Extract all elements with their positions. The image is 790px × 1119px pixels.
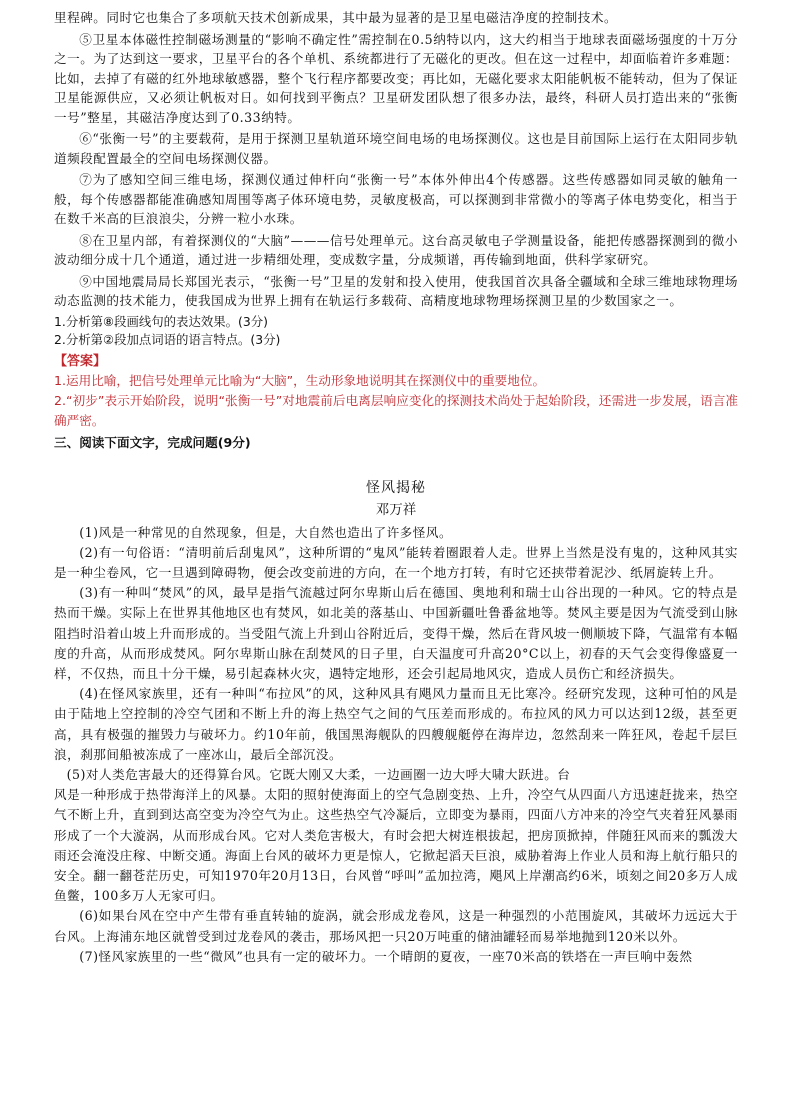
article-paragraph-5-body: 风是一种形成于热带海洋上的风暴。太阳的照射使海面上的空气急剧变热、上升，冷空气从四面八方迅速赶拢来，热空气不断上升，直到到达高空变为冷空气为止。这些热空气冷凝后，立即变为暴雨，四面八方冲来的冷空气夹着狂风暴雨形成了一个大漩涡，从而形成台风。它对人类危害极大，有时会把大树连根拔起，把房顶掀掉，伴随狂风而来的瓢泼大雨还会淹没庄稼、中断交通。海面上台风的破坏力更是惊人，它掀起滔天巨浪，威胁着海上作业人员和海上航行船只的安全。翻一翻苍茫历史，可知1970年20月13日，台风曾“呼叫”孟加拉湾，飓风上岸潮高约6米，顷刻之间20多万人成鱼鳖，100多万人无家可归。 [54,787,738,904]
article-paragraph-2: (2)有一句俗语：“清明前后刮鬼风”，这种所谓的“鬼风”能转着圈跟着人走。世界上当然是没有鬼的，这种风其实是一种尘卷风，它一旦遇到障碍物，便会改变前进的方向，在一个地方打转，有时它还挟带着泥沙、纸屑旋转上升。 [54,544,738,580]
answer-1: 1.运用比喻，把信号处理单元比喻为“大脑”，生动形象地说明其在探测仪中的重要地位。 [54,372,546,388]
passage1-paragraph-6: ⑥“张衡一号”的主要载荷，是用于探测卫星轨道环境空间电场的电场探测仪。这也是目前国际上运行在太阳同步轨道频段配置最全的空间电场探测仪器。 [54,131,738,166]
passage1-paragraph-9: ⑨中国地震局局长郑国光表示，“张衡一号”卫星的发射和投入使用，使我国首次具备全疆域和全球三维地球物理场动态监测的技术能力，使我国成为世界上拥有在轨运行多载荷、高精度地球物理场探测卫星的少数国家之一。 [54,273,738,308]
article-paragraph-3: (3)有一种叫“焚风”的风，最早是指气流越过阿尔卑斯山后在德国、奥地利和瑞士山谷出现的一种风。它的特点是热而干燥。实际上在世界其他地区也有焚风，如北美的落基山、中国新疆吐鲁番盆地等。焚风主要是因为气流受到山脉阻挡时沿着山坡上升而形成的。当受阻气流上升到山谷附近后，变得干燥，然后在背风坡一侧顺坡下降，气温常有本幅度的升高，从而形成焚风。阿尔卑斯山脉在刮焚风的日子里，白天温度可升高20°C以上，初春的天气会变得像盛夏一样，不仅热，而且十分干燥，易引起森林火灾，遇特定地形，还会引起局地风灾，造成人员伤亡和经济损失。 [54,585,738,681]
passage1-paragraph-7: ⑦为了感知空间三维电场，探测仪通过伸杆向“张衡一号”本体外伸出4个传感器。这些传感器如同灵敏的触角一般，每个传感器都能准确感知周围等离子体环境电势，灵敏度极高，可以探测到非常微小的等离子体电势变化，相当于在数千米高的巨浪浪尖，分辨一粒小水珠。 [54,172,738,226]
passage1-paragraph-continued: 里程碑。同时它也集合了多项航天技术创新成果，其中最为显著的是卫星电磁洁净度的控制技术。 [54,10,618,25]
article-paragraph-5-start: (5)对人类危害最大的还得算台风。它既大刚又大柔，一边画圈一边大呼大啸大跃进。台 [66,766,571,782]
article-paragraph-6: (6)如果台风在空中产生带有垂直转轴的旋涡，就会形成龙卷风，这是一种强烈的小范围旋风，其破坏力远远大于台风。上海浦东地区就曾受到过龙卷风的袭击，那场风把一只20万吨重的储油罐轻而易举地抛到120米以外。 [54,908,738,944]
answer-2: 2.“初步”表示开始阶段，说明“张衡一号”对地震前后电离层响应变化的探测技术尚处于起始阶段，还需进一步发展，语言准确严密。 [54,392,738,428]
article-paragraph-4: (4)在怪风家族里，还有一种叫“布拉风”的风，这种风具有飓风力量而且无比寒冷。经研究发现，这种可怕的风是由于陆地上空控制的冷空气团和不断上升的海上热空气之间的气压差而形成的。布拉风的风力可以达到12级，甚至更高，具有极强的摧毁力与破坏力。约10年前，俄国黑海舰队的四艘舰艇停在海岸边，忽然刮来一阵狂风，卷起千层巨浪，刹那间船被冻成了一座冰山，最后全部沉没。 [54,686,738,762]
passage1-paragraph-5: ⑤卫星本体磁性控制磁场测量的“影响不确定性”需控制在0.5纳特以内，这大约相当于地球表面磁场强度的十万分之一。为了达到这一要求，卫星平台的各个单机、系统都进行了无磁化的更改。但在这一过程中，却面临着许多难题：比如，去掉了有磁的红外地球敏感器，整个飞行程序都要改变；再比如，无磁化要求太阳能帆板不能转动，但为了保证卫星能源供应，又必须让帆板对日。如何找到平衡点？卫星研发团队想了很多办法，最终，科研人员打造出来的“张衡一号”整星，其磁洁净度达到了0.33纳特。 [54,31,738,125]
article-paragraph-1: (1)风是一种常见的自然现象，但是，大自然也造出了许多怪风。 [79,524,453,540]
answer-heading: 【答案】 [54,353,107,369]
article-paragraph-7: (7)怪风家族里的一些“微风”也具有一定的破坏力。一个晴朗的夏夜，一座70米高的铁塔在一声巨响中轰然 [79,948,693,964]
question-2: 2.分析第②段加点词语的语言特点。(3分) [54,331,281,347]
passage1-paragraph-8: ⑧在卫星内部，有着探测仪的“大脑”———信号处理单元。这台高灵敏电子学测量设备，能把传感器探测到的微小波动细分成十几个通道，通过进一步精细处理，变成数字量，分成频谱，再传输到地面，供科学家研究。 [54,232,738,267]
question-1: 1.分析第⑧段画线句的表达效果。(3分) [54,313,268,329]
article-author: 邓万祥 [375,501,417,518]
article-title: 怪风揭秘 [366,479,426,496]
section-3-heading: 三、阅读下面文字，完成问题(9分) [54,434,251,450]
